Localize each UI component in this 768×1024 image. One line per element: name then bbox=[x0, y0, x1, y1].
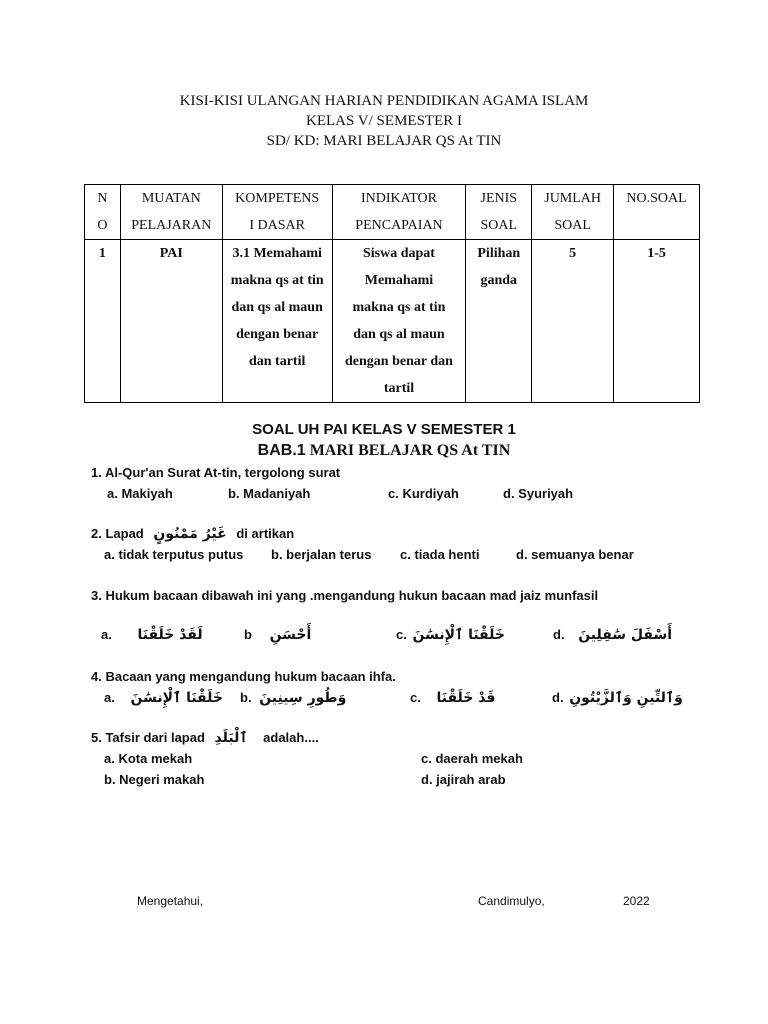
q2-option-a: a. tidak terputus putus bbox=[104, 547, 244, 562]
q1-option-b: b. Madaniyah bbox=[228, 486, 311, 501]
q4-option-a: a. خَلَقْنَا ٱلْإِنسَٰنَ bbox=[104, 690, 223, 706]
bab-rest: MARI BELAJAR QS At TIN bbox=[305, 442, 511, 459]
footer-year: 2022 bbox=[623, 894, 650, 908]
q4-option-c-arabic: قَدْ خَلَقْنَا bbox=[436, 690, 496, 706]
q2-prefix: 2. Lapad bbox=[91, 526, 144, 541]
footer-place: Candimulyo, bbox=[478, 894, 545, 908]
cell-jumlah: 5 bbox=[532, 240, 614, 403]
header-line-2: KELAS V/ SEMESTER I bbox=[306, 113, 462, 129]
header-jenis: JENIS SOAL bbox=[466, 185, 532, 240]
question-1: 1. Al-Qur'an Surat At-tin, tergolong surat bbox=[91, 465, 341, 480]
header-indikator: INDIKATOR PENCAPAIAN bbox=[332, 185, 466, 240]
cell-muatan: PAI bbox=[120, 240, 222, 403]
q3-option-d: d. أَسْفَلَ سَٰفِلِينَ bbox=[553, 627, 673, 643]
q3-option-a-arabic: لَقَدْ خَلَقْنَا bbox=[137, 627, 203, 643]
q5-option-b: b. Negeri makah bbox=[104, 772, 205, 787]
header-no: N O bbox=[85, 185, 121, 240]
table-row bbox=[85, 240, 700, 403]
soal-title: SOAL UH PAI KELAS V SEMESTER 1 bbox=[252, 421, 516, 438]
header-jumlah: JUMLAH SOAL bbox=[532, 185, 614, 240]
q5-arabic: ٱلْبَلَدِ bbox=[214, 730, 248, 746]
question-3: 3. Hukum bacaan dibawah ini yang .mengandung hukun bacaan mad jaiz munfasil bbox=[91, 588, 599, 603]
q2-suffix: di artikan bbox=[236, 526, 295, 541]
q5-suffix: adalah.... bbox=[263, 730, 319, 745]
cell-kompetensi: 3.1 Memahami makna qs at tin dan qs al maun dengan benar dan tartil bbox=[222, 240, 332, 403]
table-header-row bbox=[85, 185, 700, 240]
q1-option-a: a. Makiyah bbox=[107, 486, 173, 501]
q3-option-b-arabic: أَحْسَنِ bbox=[269, 627, 312, 643]
bab-prefix: BAB.1 bbox=[257, 442, 306, 459]
header-no-soal: NO.SOAL bbox=[614, 185, 700, 240]
q4-option-c: c. قَدْ خَلَقْنَا bbox=[410, 690, 496, 706]
header-line-3: SD/ KD: MARI BELAJAR QS At TIN bbox=[266, 133, 502, 149]
q1-option-d: d. Syuriyah bbox=[503, 486, 574, 501]
question-2 bbox=[91, 526, 294, 542]
q5-option-a: a. Kota mekah bbox=[104, 751, 193, 766]
bab-title bbox=[0, 442, 768, 460]
kisi-kisi-table bbox=[84, 184, 700, 403]
q5-prefix: 5. Tafsir dari lapad bbox=[91, 730, 205, 745]
q5-option-c: c. daerah mekah bbox=[421, 751, 523, 766]
q2-option-d: d. semuanya benar bbox=[516, 547, 634, 562]
question-5 bbox=[91, 730, 319, 746]
document-header bbox=[0, 91, 768, 151]
header-line-1: KISI-KISI ULANGAN HARIAN PENDIDIKAN AGAMA ISLAM bbox=[179, 93, 589, 109]
q5-option-d: d. jajirah arab bbox=[421, 772, 506, 787]
cell-jenis: Pilihan ganda bbox=[466, 240, 532, 403]
q2-arabic: غَيْرُ مَمْنُونٍ bbox=[153, 526, 227, 542]
q3-option-b: b أَحْسَنِ bbox=[244, 627, 312, 643]
q4-option-d: d. وَٱلتِّينِ وَٱلزَّيْتُونِ bbox=[552, 690, 683, 706]
q1-option-c: c. Kurdiyah bbox=[388, 486, 459, 501]
q4-option-b-arabic: وَطُورِ سِينِينَ bbox=[259, 690, 347, 706]
q4-option-d-arabic: وَٱلتِّينِ وَٱلزَّيْتُونِ bbox=[569, 690, 683, 706]
q2-option-c: c. tiada henti bbox=[400, 547, 480, 562]
q3-option-a: a. لَقَدْ خَلَقْنَا bbox=[101, 627, 203, 643]
q2-option-b: b. berjalan terus bbox=[271, 547, 372, 562]
cell-indikator: Siswa dapat Memahami makna qs at tin dan qs al maun dengan benar dan tartil bbox=[332, 240, 466, 403]
q3-option-c: c. خَلَقْنَا ٱلْإِنسَٰنَ bbox=[396, 627, 505, 643]
cell-no: 1 bbox=[85, 240, 121, 403]
cell-no-soal: 1-5 bbox=[614, 240, 700, 403]
q3-option-d-arabic: أَسْفَلَ سَٰفِلِينَ bbox=[578, 627, 673, 643]
q4-option-b: b. وَطُورِ سِينِينَ bbox=[240, 690, 347, 706]
q4-option-a-arabic: خَلَقْنَا ٱلْإِنسَٰنَ bbox=[130, 690, 223, 706]
footer-mengetahui: Mengetahui, bbox=[137, 894, 204, 908]
question-4: 4. Bacaan yang mengandung hukum bacaan ihfa. bbox=[91, 669, 396, 684]
header-muatan: MUATAN PELAJARAN bbox=[120, 185, 222, 240]
q3-option-c-arabic: خَلَقْنَا ٱلْإِنسَٰنَ bbox=[412, 627, 505, 643]
header-kompetensi: KOMPETENS I DASAR bbox=[222, 185, 332, 240]
